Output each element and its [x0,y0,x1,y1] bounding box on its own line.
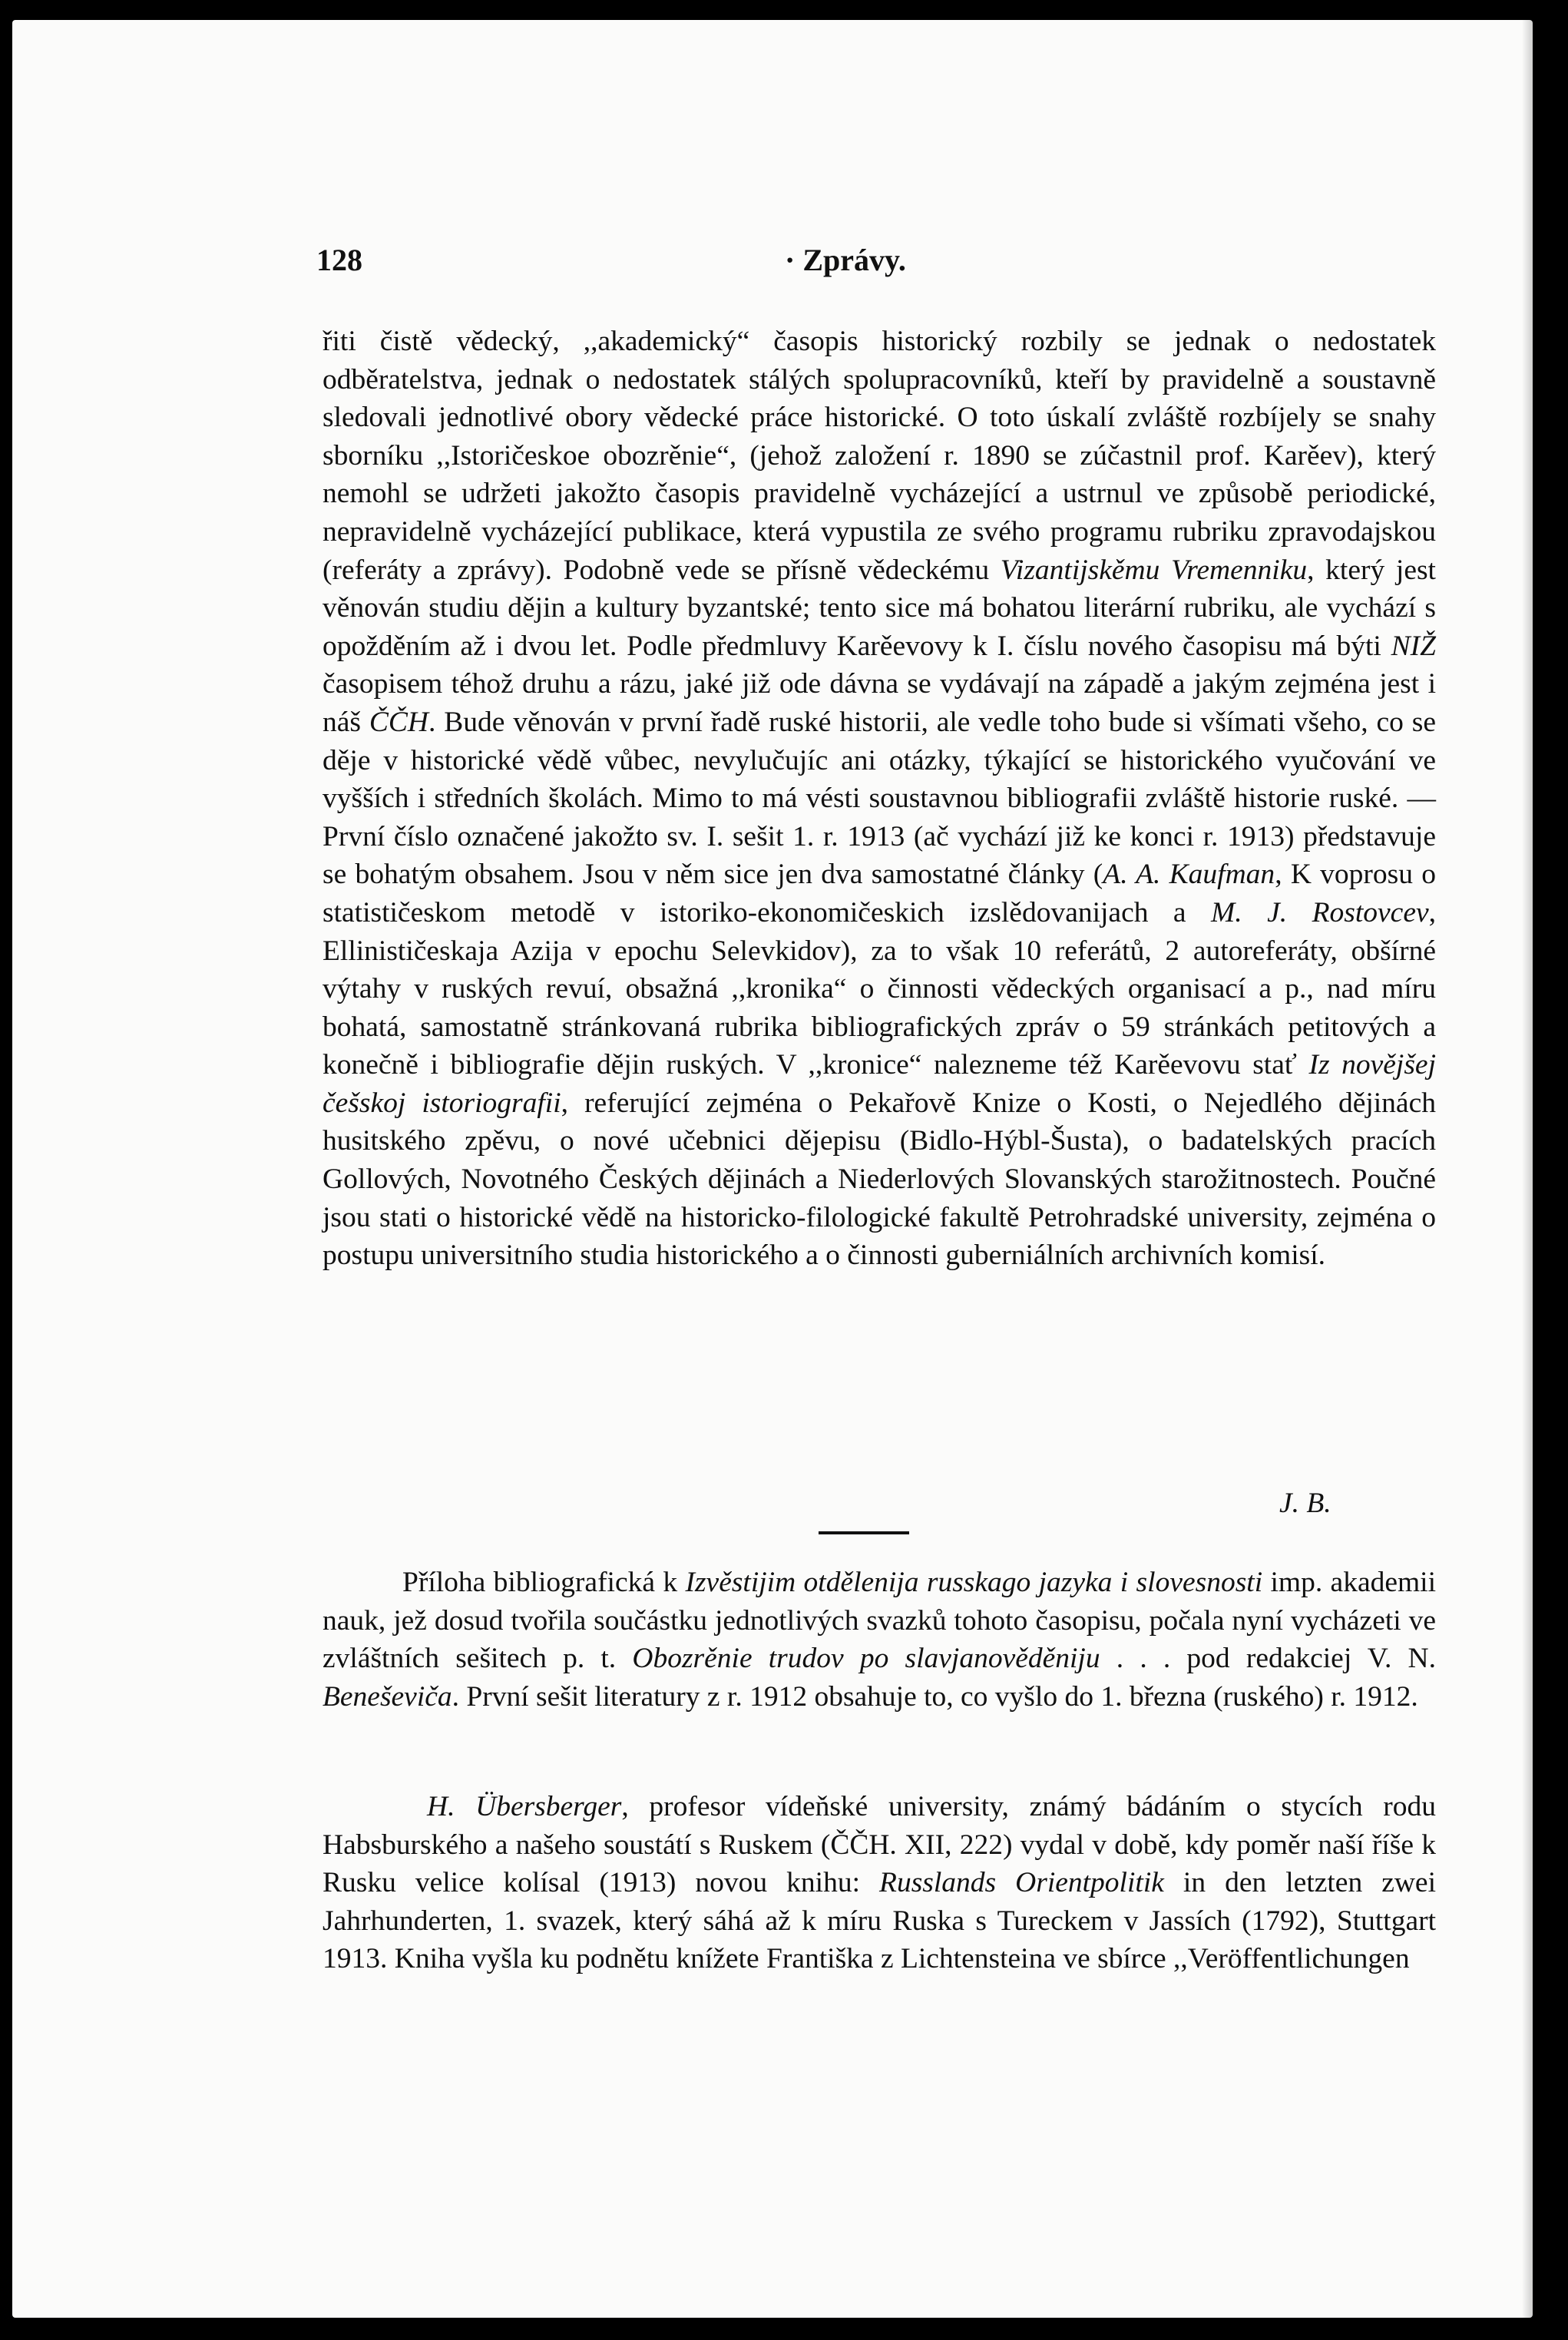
section-divider [819,1531,909,1534]
page-header [316,242,1436,288]
italic-text-span: Izvěstijim otdělenija russkago jazyka i slovesnosti [685,1567,1263,1598]
italic-text-span: Vizantijskěmu Vremenniku [1000,554,1308,586]
italic-text-span: NIŽ [1391,630,1436,662]
paragraph-bibliographic-supplement [323,1564,1436,1716]
italic-text-span: Beneševiča [323,1680,452,1713]
text-span: . . . pod redakciej V. N. [1100,1643,1436,1675]
text-span: . Bude věnován v první řadě ruské historii, ale vedle toho bude si všímati všeho, co se děje v historické vědě vůbec, nevylučujíc ani otázky, týkající se historického vyučování ve vyšších i středních školách. Mimo to má vésti soustavnou bibliografii zvláště historie ruské. — První číslo označené jakožto sv. I. sešit 1. r. 1913 (ač vychází již ke konci r. 1913) představuje se bohatým obsahem. Jsou v něm sice jen dva samostatné články ( [323,706,1436,891]
italic-text-span: M. J. Rostovcev [1211,896,1429,928]
text-span: časopisem téhož druhu a rázu, jaké již ode dávna se vydávají na západě a jakým zejména jest i náš [323,668,1436,738]
author-signature: J. B. [1279,1488,1331,1519]
paragraph-journal-review [323,323,1436,1275]
text-span: , K voprosu o statističeskom metodě v istoriko-ekonomičeskich izslědovanijach a [323,859,1436,928]
text-span: , referující zejména o Pekařově Knize o Kosti, o Nejedlého dějinách husitského zpěvu, o nové učebnici dějepisu (Bidlo-Hýbl-Šusta), o badatelských pracích Gollových, Novotného Českých dějinách a Niederlových Slovanských starožitnostech. Poučné jsou stati o historické vědě na historicko-filologické fakultě Petrohradské university, zejména o postupu universitního studia historického a o činnosti guberniálních archivních komisí. [323,1087,1436,1272]
italic-text-span: ČČH [369,706,428,738]
running-title: · Zprávy. [785,243,906,277]
text-span: . První sešit literatury z r. 1912 obsahuje to, co vyšlo do 1. března (ruského) r. 1912. [452,1680,1418,1713]
text-span: , který jest věnován studiu dějin a kultury byzantské; tento sice má bohatou literární rubriku, ale vychází s opožděním až i dvou let. Podle předmluvy Karěevovy k I. číslu nového časopisu má býti [323,554,1436,662]
text-span: , profesor vídeňské university, známý bádáním o stycích rodu Habsburského a našeho soustátí s Ruskem (ČČH. XII, 222) vydal v době, kdy poměr naší říše k Rusku velice kolísal (1913) novou knihu: [323,1791,1437,1899]
page-edge-shadow [1522,20,1533,2318]
text-span: řiti čistě vědecký, ,,akademický“ časopis historický rozbily se jednak o nedostatek odběratelstva, jednak o nedostatek stálých spolupracovníků, kteří by pravidelně a soustavně sledovali jednotlivé obory vědecké práce historické. O toto úskalí zvláště rozbíjely se snahy sborníku ,,Istoričeskoe obozrěnie“, (jehož založení r. 1890 se zúčastnil prof. Karěev), který nemohl se udržeti jakožto časopis pravidelně vycházející a ustrnul ve způsobě periodické, nepravidelně vycházející publikace, která vypustila ze svého programu rubriku zpravodajskou (referáty a zprávy). Podobně vede se přísně vědeckému [323,326,1436,586]
text-span: , Ellinističeskaja Azija v epochu Selevkidov), za to však 10 referátů, 2 autoreferáty, obšírné výtahy v ruských revuí, obsažná ,,kronika“ o činnosti vědeckých organisací a p., nad míru bohatá, samostatně stránkovaná rubrika bibliografických zpráv o 59 stránkách petitových a konečně i bibliografie dějin ruských. V ,,kronice“ nalezneme též Karěevovu stať [323,896,1436,1081]
italic-text-span: H. Übersberger [427,1791,622,1822]
italic-text-span: Obozrěnie trudov po slavjanověděniju [632,1643,1100,1675]
italic-text-span: A. A. Kaufman [1103,859,1275,891]
text-span: Příloha bibliografická k [402,1567,686,1598]
page-number: 128 [316,243,362,277]
text-span: imp. akademii nauk, jež dosud tvořila součástku jednotlivých svazků tohoto časopisu, počala nyní vycházeti ve zvláštních sešitech p. t. [323,1567,1436,1675]
italic-text-span: Iz novějšej češskoj istoriografii [323,1049,1436,1119]
paragraph-ubersberger-book [323,1788,1436,1978]
italic-text-span: Russlands Orientpolitik [879,1867,1164,1899]
text-span: in den letzten zwei Jahrhunderten, 1. svazek, který sáhá až k míru Ruska s Tureckem v Jassích (1792), Stuttgart 1913. Kniha vyšla ku podnětu knížete Františka z Lichtensteina ve sbírce ,,Veröffentlichungen [323,1867,1436,1975]
